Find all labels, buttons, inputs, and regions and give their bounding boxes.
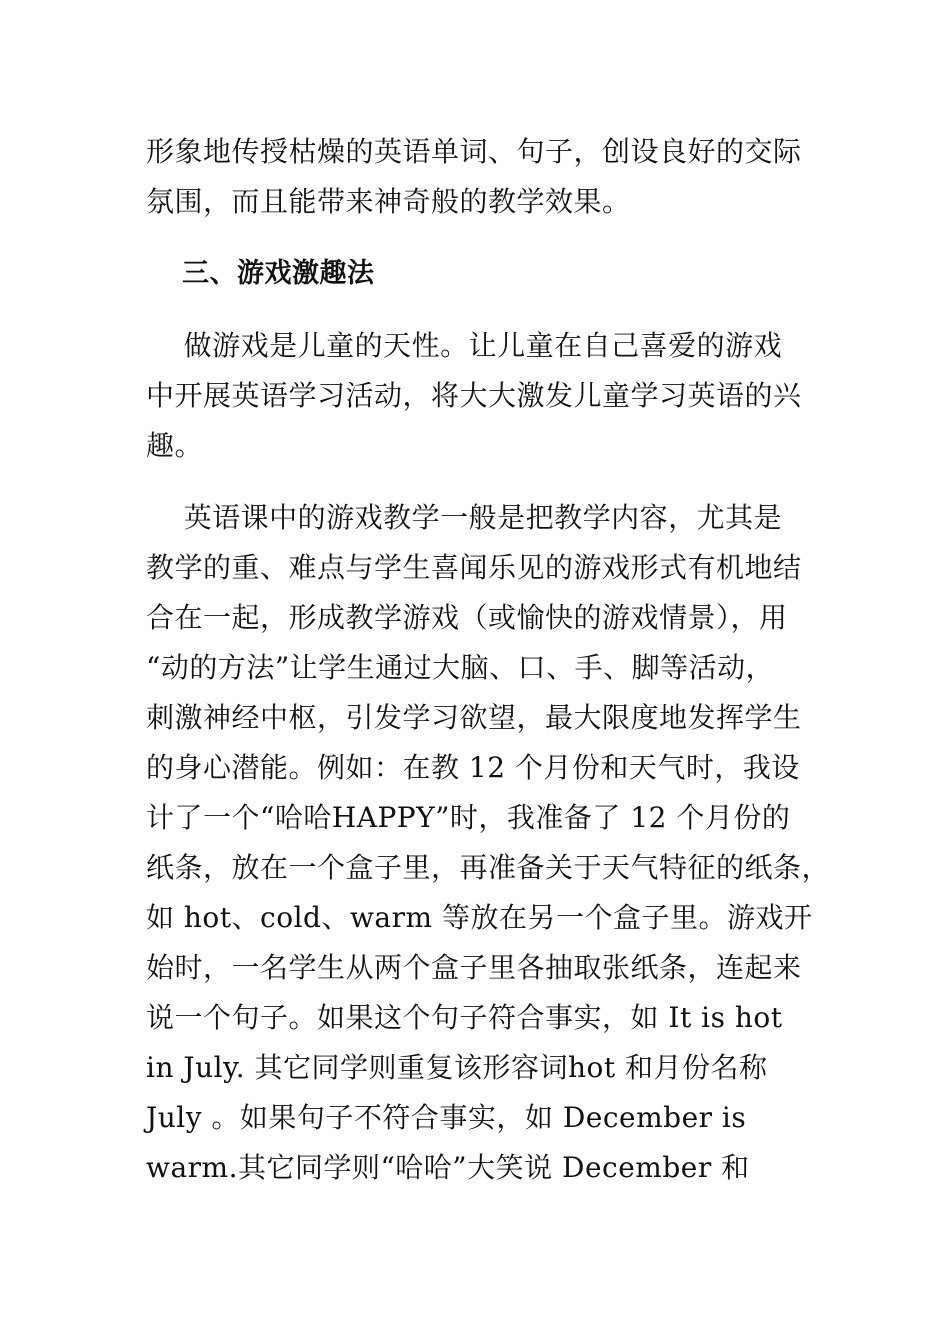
paragraph-3-line-8: 纸条，放在一个盒子里，再准备关于天气特征的纸条，	[146, 851, 831, 884]
paragraph-3-line-10: 始时，一名学生从两个盒子里各抽取张纸条，连起来	[146, 951, 802, 984]
paragraph-3-line-4: “动的方法”让学生通过大脑、口、手、脚等活动，	[146, 651, 775, 684]
paragraph-2-line-2: 中开展英语学习活动，将大大激发儿童学习英语的兴	[146, 379, 802, 412]
paragraph-3-line-5: 刺激神经中枢，引发学习欲望，最大限度地发挥学生	[146, 701, 802, 734]
paragraph-3-line-3: 合在一起，形成教学游戏（或愉快的游戏情景），用	[146, 601, 788, 634]
paragraph-1-line-1: 形象地传授枯燥的英语单词、句子，创设良好的交际	[146, 135, 802, 168]
section-heading: 三、游戏激趣法	[182, 258, 375, 289]
paragraph-3-line-2: 教学的重、难点与学生喜闻乐见的游戏形式有机地结	[146, 551, 802, 584]
paragraph-3-line-13: July 。如果句子不符合事实，如 December is	[146, 1101, 747, 1134]
paragraph-3-line-14: warm.其它同学则“哈哈”大笑说 December 和	[146, 1151, 750, 1184]
paragraph-2-line-1: 做游戏是儿童的天性。让儿童在自己喜爱的游戏	[146, 329, 783, 362]
paragraph-3-line-6: 的身心潜能。例如：在教 12 个月份和天气时，我设	[146, 751, 800, 784]
paragraph-3-line-1: 英语课中的游戏教学一般是把教学内容，尤其是	[146, 501, 783, 534]
paragraph-3-line-7: 计了一个“哈哈HAPPY”时，我准备了 12 个月份的	[146, 801, 791, 834]
paragraph-3-line-9: 如 hot、cold、warm 等放在另一个盒子里。游戏开	[146, 901, 813, 934]
paragraph-2-line-3: 趣。	[146, 429, 204, 462]
paragraph-3-line-11: 说一个句子。如果这个句子符合事实，如 It is hot	[146, 1001, 783, 1034]
paragraph-3-line-12: in July. 其它同学则重复该形容词hot 和月份名称	[146, 1051, 768, 1084]
paragraph-1-line-2: 氛围，而且能带来神奇般的教学效果。	[146, 185, 631, 218]
